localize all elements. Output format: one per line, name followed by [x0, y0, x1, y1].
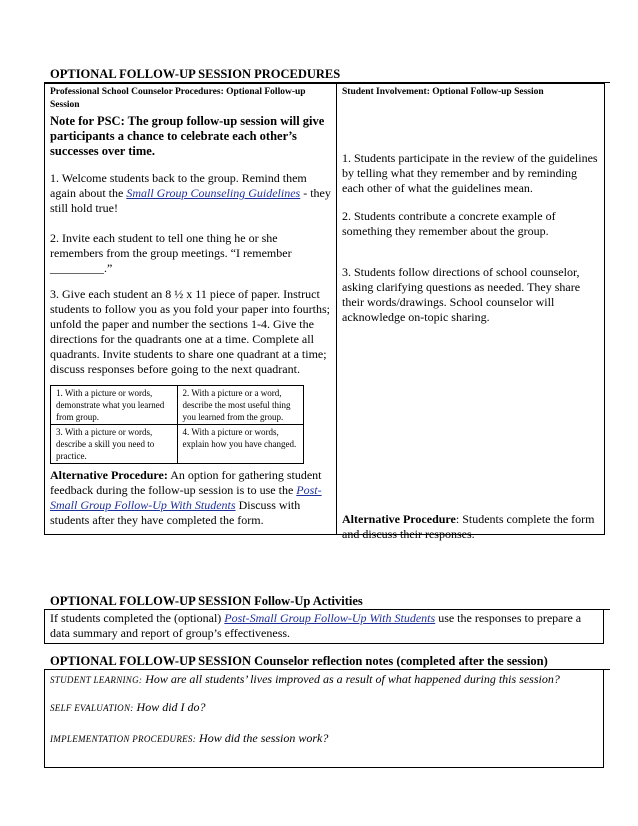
- step3-left: 3. Give each student an 8 ½ x 11 piece of paper. Instruct students to follow you as you fold your paper into fourths; unfold the paper and number the sections 1-4. Give the directions for the quadrants one at a time. Complete all quadrants. Invite students to share one quadrant at a time; discuss responses before going to the next quadrant.: [50, 287, 330, 376]
- reflection-implementation: IMPLEMENTATION PROCEDURES: How did the session work?: [50, 731, 329, 745]
- alternative-procedure-left: Alternative Procedure: An option for gathering student feedback during the follow-up session is to use the Post-Small Group Follow-Up With Students Discuss with students after they have completed the form.: [50, 468, 322, 527]
- reflection-self-evaluation: SELF EVALUATION: How did I do?: [50, 700, 206, 714]
- post-group-followup-link-2[interactable]: Post-Small Group Follow-Up With Students: [224, 611, 436, 625]
- quadrant-2: 2. With a picture or a word, describe the most useful thing you learned from the group.: [177, 386, 304, 425]
- step3-right: 3. Students follow directions of school counselor, asking clarifying questions as needed. They share their words/drawings. School counselor will acknowledge on-topic sharing.: [342, 265, 581, 324]
- alternative-procedure-right: Alternative Procedure: Students complete the form and discuss their responses.: [342, 512, 595, 541]
- step2-left: 2. Invite each student to tell one thing he or she remembers from the group meetings. “I remember _________.”: [50, 231, 292, 275]
- quadrant-4: 4. With a picture or words, explain how you have changed.: [177, 425, 304, 464]
- student-involvement-cell: [337, 84, 605, 541]
- counselor-procedures-cell: [45, 84, 337, 535]
- left-column-header: Professional School Counselor Procedures: Optional Follow-up Session: [50, 87, 306, 110]
- quadrant-table: [50, 385, 304, 464]
- procedures-table: [44, 83, 605, 541]
- guidelines-link[interactable]: Small Group Counseling Guidelines: [126, 186, 301, 200]
- quadrant-1: 1. With a picture or words, demonstrate what you learned from group.: [51, 386, 178, 425]
- reflection-notes-box: [44, 670, 604, 768]
- step2-right: 2. Students contribute a concrete example of something they remember about the group.: [342, 209, 556, 238]
- reflection-student-learning: STUDENT LEARNING: How are all students’ lives improved as a result of what happened during this session?: [50, 672, 560, 686]
- followup-activities-box: If students completed the (optional) Post-Small Group Follow-Up With Students use the responses to prepare a data summary and report of group’s effectiveness.: [44, 610, 604, 644]
- psc-note: Note for PSC: The group follow-up session will give participants a chance to celebrate each other’s successes over time.: [50, 114, 325, 158]
- section3-title: OPTIONAL FOLLOW-UP SESSION Counselor reflection notes (completed after the session): [44, 654, 610, 670]
- right-column-header: Student Involvement: Optional Follow-up Session: [342, 87, 544, 97]
- section2-title: OPTIONAL FOLLOW-UP SESSION Follow-Up Activities: [44, 594, 610, 610]
- section1-title: OPTIONAL FOLLOW-UP SESSION PROCEDURES: [44, 67, 610, 83]
- post-group-followup-link[interactable]: Post-Small Group Follow-Up With Students: [50, 483, 322, 512]
- step1-left: 1. Welcome students back to the group. Remind them again about the Small Group Counseling Guidelines - they still hold true!: [50, 171, 331, 215]
- step1-right: 1. Students participate in the review of the guidelines by telling what they remember and by reminding each other of what the guidelines mean.: [342, 151, 598, 195]
- quadrant-3: 3. With a picture or words, describe a skill you need to practice.: [51, 425, 178, 464]
